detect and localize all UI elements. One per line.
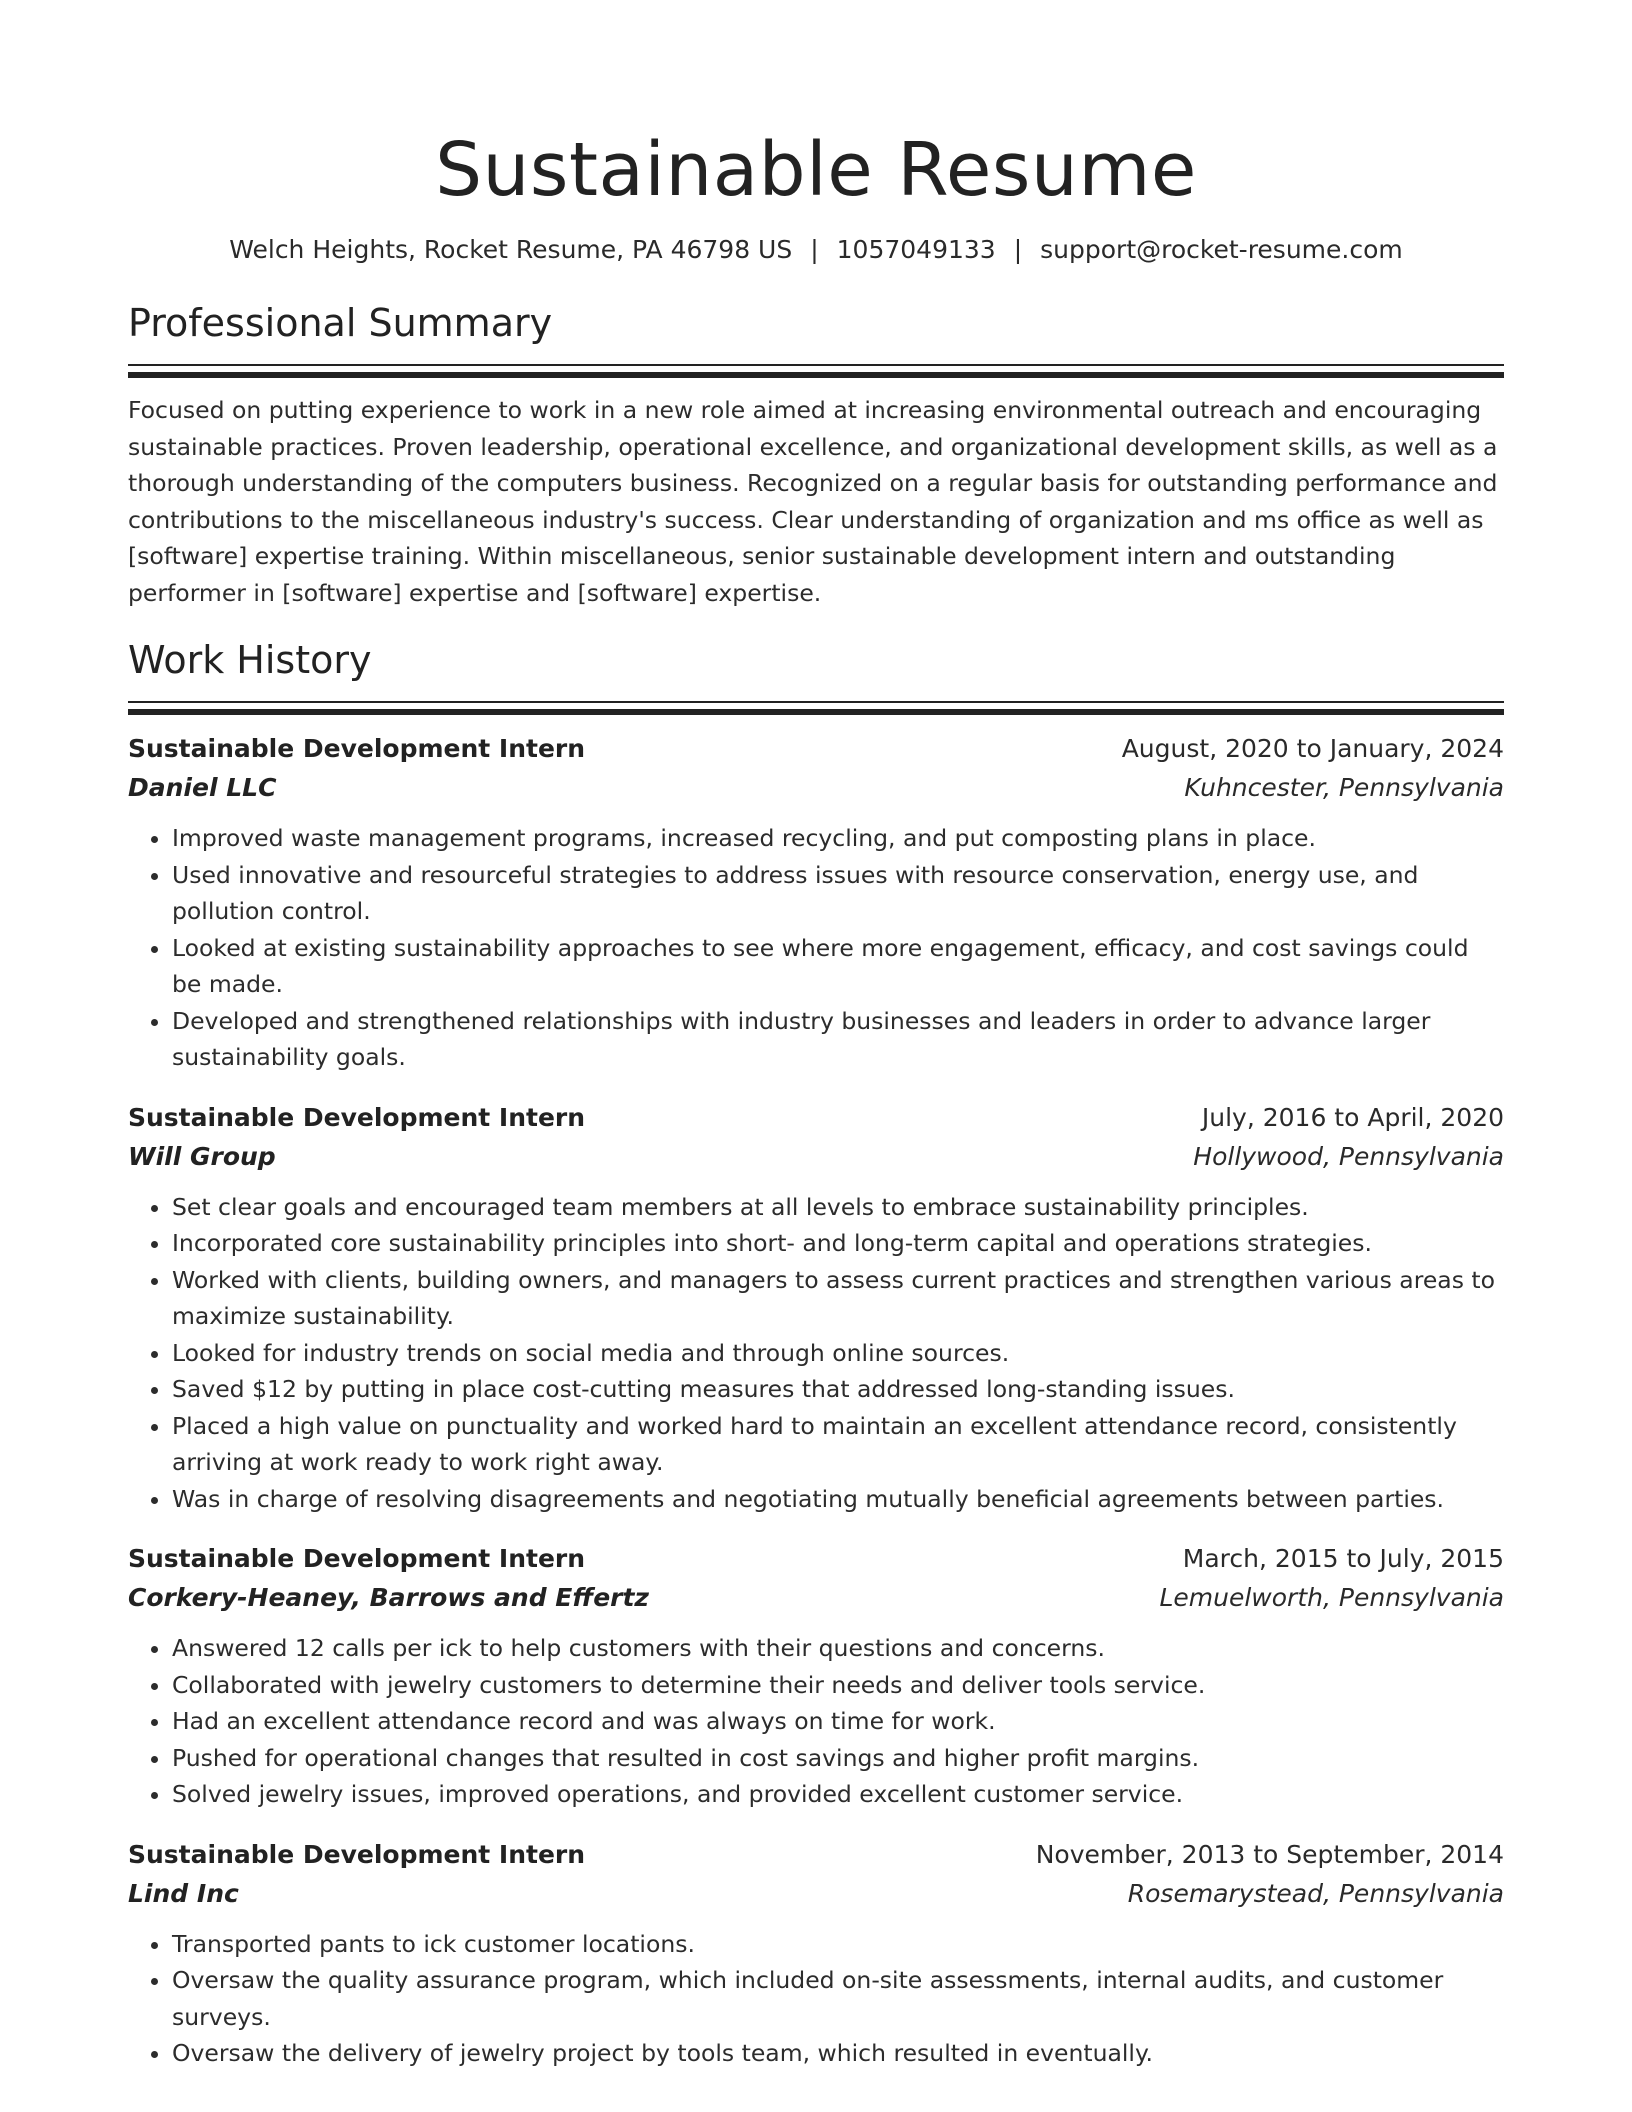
job-bullet-item: • Solved jewelry issues, improved operations, and provided excellent customer service. — [172, 1776, 1504, 1813]
resume-page — [128, 0, 1504, 2072]
job-location: Kuhncester, Pennsylvania — [1184, 773, 1504, 802]
job-title: Sustainable Development Intern — [128, 1102, 586, 1132]
job-list — [128, 729, 1504, 2072]
section-heading-work-history: Work History — [128, 638, 372, 682]
job-location: Lemuelworth, Pennsylvania — [1159, 1583, 1504, 1612]
job-bullet-item: • Had an excellent attendance record and was always on time for work. — [172, 1703, 1504, 1740]
job-bullet-item: • Set clear goals and encouraged team members at all levels to embrace sustainability principles. — [172, 1189, 1504, 1226]
job-bullet-item: • Was in charge of resolving disagreements and negotiating mutually beneficial agreements between parties. — [172, 1481, 1504, 1518]
job-bullet-item: • Answered 12 calls per ick to help customers with their questions and concerns. — [172, 1630, 1504, 1667]
job-dates: November, 2013 to September, 2014 — [1035, 1839, 1504, 1869]
job-bullets — [128, 1926, 1504, 2072]
job-bullet-item: • Collaborated with jewelry customers to determine their needs and deliver tools service. — [172, 1667, 1504, 1704]
job-bullet-item: • Pushed for operational changes that resulted in cost savings and higher profit margins. — [172, 1740, 1504, 1777]
job-bullet-item: • Looked for industry trends on social media and through online sources. — [172, 1335, 1504, 1372]
job-company: Corkery-Heaney, Barrows and Effertz — [128, 1583, 649, 1612]
job-subheader-row — [128, 1578, 1504, 1617]
job-company: Lind Inc — [128, 1878, 239, 1908]
job-entry — [128, 1539, 1504, 1813]
job-dates: August, 2020 to January, 2024 — [1121, 734, 1504, 763]
job-header-row — [128, 1835, 1504, 1874]
job-bullet-item: • Improved waste management programs, increased recycling, and put composting plans in place. — [172, 820, 1504, 857]
job-location: Rosemarystead, Pennsylvania — [1127, 1878, 1504, 1908]
professional-summary-section — [128, 298, 1504, 611]
job-bullets — [128, 820, 1504, 1076]
job-entry — [128, 1835, 1504, 2072]
job-header-row — [128, 1098, 1504, 1137]
work-history-section — [128, 635, 1504, 2072]
job-bullet-item: • Oversaw the quality assurance program, which included on-site assessments, internal audits, and customer surveys. — [172, 1962, 1504, 2035]
job-location: Hollywood, Pennsylvania — [1193, 1141, 1504, 1171]
job-dates: July, 2016 to April, 2020 — [1201, 1102, 1504, 1132]
job-company: Will Group — [128, 1141, 276, 1171]
job-header-row — [128, 729, 1504, 768]
contact-line — [128, 232, 1504, 268]
contact-separator: | — [810, 235, 819, 264]
job-subheader-row — [128, 1874, 1504, 1913]
section-divider — [128, 364, 1504, 378]
summary-text: Focused on putting experience to work in a new role aimed at increasing environmental outreach and encouraging sustainable practices. Proven leadership, operational excellence, and organizational development skills, as well as a thorough understanding of the computers business. Recognized on a regular basis for outstanding performance and contributions to the miscellaneous industry's success. Clear understanding of organization and ms office as well as [software] expertise training. Within miscellaneous, senior sustainable development intern and outstanding performer in [software] expertise and [software] expertise. — [128, 396, 1498, 607]
job-subheader-row — [128, 1137, 1504, 1176]
job-bullet-item: • Looked at existing sustainability approaches to see where more engagement, efficacy, and cost savings could be made. — [172, 930, 1504, 1003]
contact-separator: | — [1013, 235, 1023, 264]
job-company: Daniel LLC — [128, 773, 277, 802]
job-bullet-item: • Developed and strengthened relationships with industry businesses and leaders in order to advance larger sustainability goals. — [172, 1003, 1504, 1076]
job-bullet-item: • Placed a high value on punctuality and worked hard to maintain an excellent attendance record, consistently arriving at work ready to work right away. — [172, 1408, 1504, 1481]
job-title: Sustainable Development Intern — [128, 1839, 586, 1869]
job-entry — [128, 1098, 1504, 1518]
section-divider — [128, 701, 1504, 715]
job-dates: March, 2015 to July, 2015 — [1182, 1544, 1504, 1573]
job-title: Sustainable Development Intern — [128, 1544, 586, 1573]
section-heading-summary: Professional Summary — [128, 301, 553, 345]
job-header-row — [128, 1539, 1504, 1578]
job-bullets — [128, 1189, 1504, 1518]
resume-name: Sustainable Resume — [435, 127, 1197, 213]
job-bullet-item: • Saved $12 by putting in place cost-cutting measures that addressed long-standing issues. — [172, 1371, 1504, 1408]
job-bullet-item: • Used innovative and resourceful strategies to address issues with resource conservation, energy use, and pollution control. — [172, 857, 1504, 930]
contact-phone: 1057049133 — [836, 235, 996, 264]
contact-email[interactable]: support@rocket-resume.com — [1040, 235, 1403, 264]
job-bullets — [128, 1630, 1504, 1813]
job-title: Sustainable Development Intern — [128, 734, 586, 763]
contact-address: Welch Heights, Rocket Resume, PA 46798 US — [229, 235, 793, 264]
job-bullet-item: • Worked with clients, building owners, and managers to assess current practices and strengthen various areas to maximize sustainability. — [172, 1262, 1504, 1335]
job-bullet-item: • Incorporated core sustainability principles into short- and long-term capital and operations strategies. — [172, 1225, 1504, 1262]
job-bullet-item: • Transported pants to ick customer locations. — [172, 1926, 1504, 1963]
job-entry — [128, 729, 1504, 1076]
job-subheader-row — [128, 768, 1504, 807]
job-bullet-item: • Oversaw the delivery of jewelry project by tools team, which resulted in eventually. — [172, 2035, 1504, 2072]
